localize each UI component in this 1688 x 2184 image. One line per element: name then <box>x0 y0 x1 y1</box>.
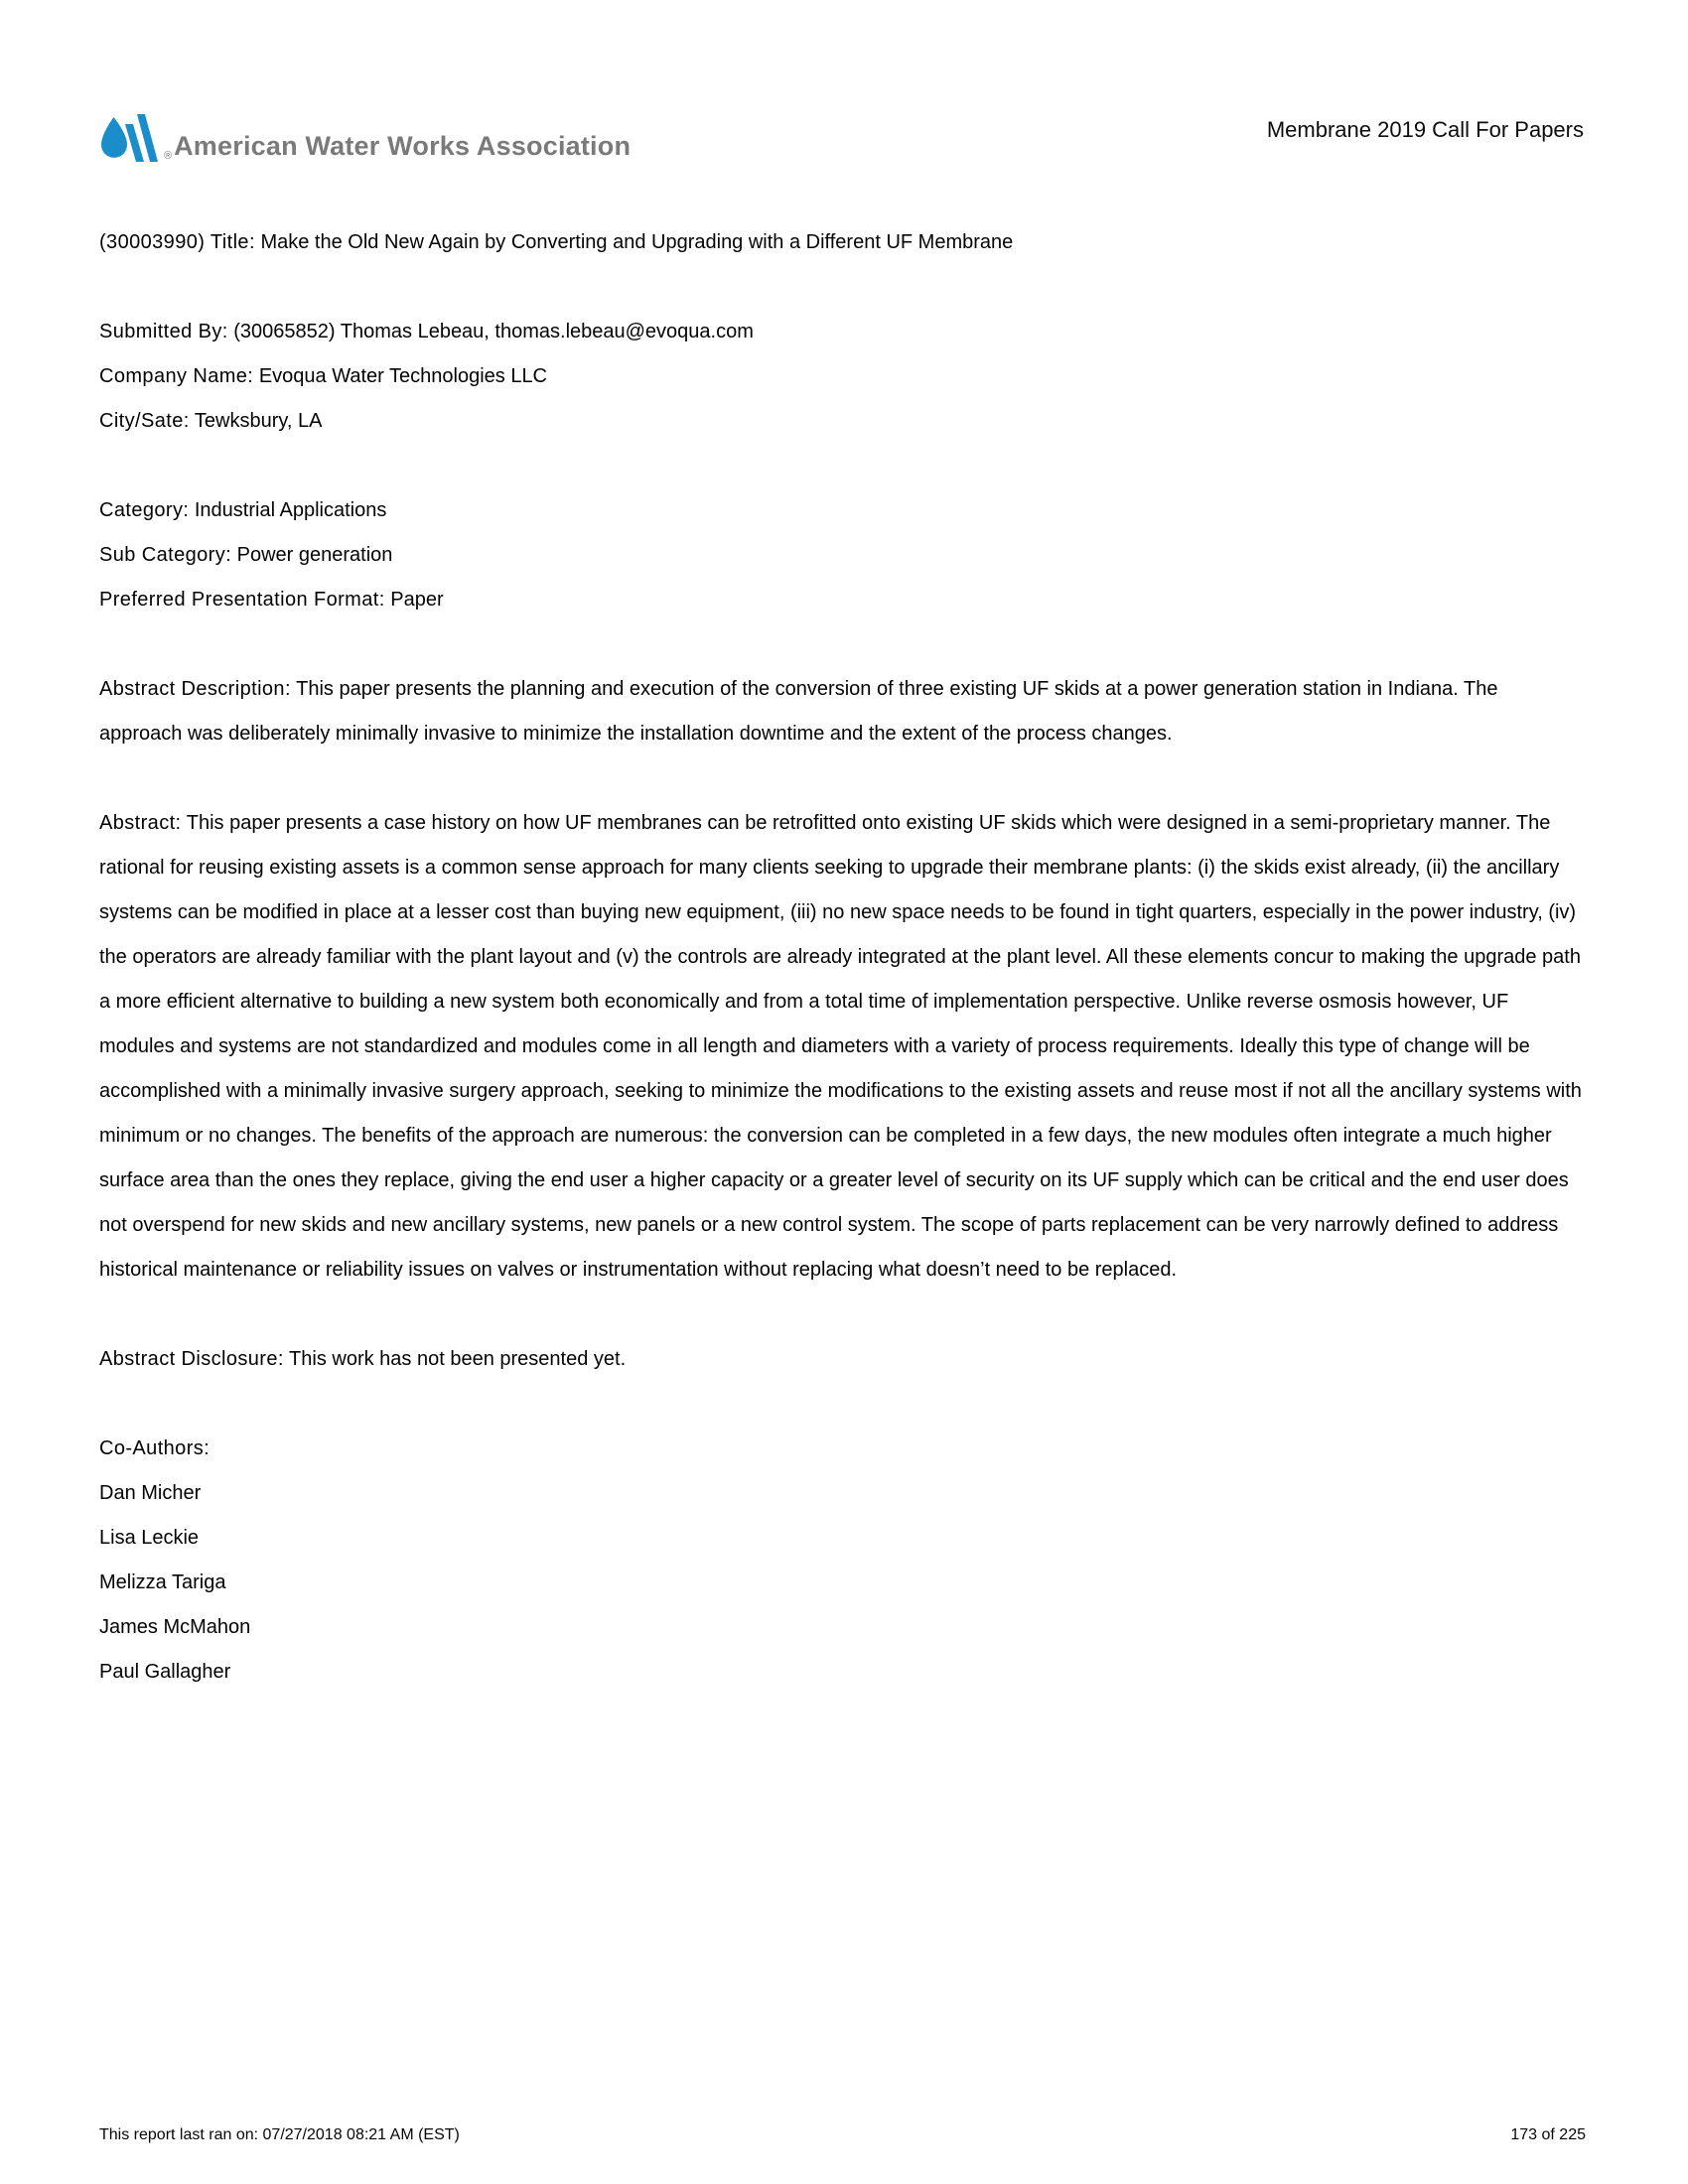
co-authors-heading: Co-Authors: <box>99 1437 211 1459</box>
registered-trademark-mark: ® <box>164 150 173 162</box>
field-label: Submitted By: <box>99 321 228 342</box>
field-label: Category: <box>99 499 190 521</box>
field-label: Sub Category: <box>99 544 232 566</box>
page-footer <box>99 2125 1586 2145</box>
abstract-report-body <box>99 220 1584 1695</box>
field-value: Make the Old New Again by Converting and Upgrading with a Different UF Membrane <box>260 231 1014 253</box>
co-author-item: Melizza Tariga <box>99 1571 226 1593</box>
co-author-item: Paul Gallagher <box>99 1661 231 1683</box>
footer-last-run-timestamp: This report last ran on: 07/27/2018 08:21 AM (EST) <box>99 2126 460 2143</box>
field-company-name <box>99 354 1584 399</box>
field-title <box>99 220 1584 265</box>
co-author-item: Lisa Leckie <box>99 1527 200 1549</box>
abstract-disclosure-block <box>99 1337 1584 1382</box>
field-value: Paper <box>390 589 444 611</box>
field-value: Tewksbury, LA <box>194 410 323 432</box>
field-abstract-description <box>99 667 1584 756</box>
field-label: (30003990) Title: <box>99 231 255 253</box>
footer-page-number: 173 of 225 <box>1510 2126 1586 2143</box>
field-label: Abstract Description: <box>99 678 291 700</box>
submitter-block <box>99 310 1584 444</box>
field-value: This paper presents the planning and execution of the conversion of three existing UF skids at a power generation station in Indiana. The approach was deliberately minimally invasive to minimize the installation downtime and the extent of the process changes. <box>99 678 1498 745</box>
title-block <box>99 220 1584 265</box>
field-label: Abstract: <box>99 812 182 834</box>
field-value: Evoqua Water Technologies LLC <box>258 365 548 387</box>
field-label: Company Name: <box>99 365 254 387</box>
field-value: This paper presents a case history on how UF membranes can be retrofitted onto existing UF skids which were designed in a semi-proprietary manner. The rational for reusing existing assets is a common sense approach for many clients seeking to upgrade their membrane plants: (i) the skids exist already, (ii) the ancillary systems can be modified in place at a lesser cost than buying new equipment, (iii) no new space needs to be found in tight quarters, especially in the power industry, (iv) the operators are already familiar with the plant layout and (v) the controls are already integrated at the plant level. All these elements concur to making the upgrade path a more efficient alternative to building a new system both economically and from a total time of implementation perspective. Unlike reverse osmosis however, UF modules and systems are not standardized and modules come in all length and diameters with a variety of process requirements. Ideally this type of change will be accomplished with a minimally invasive surgery approach, seeking to minimize the modifications to the existing assets and reuse most if not all the ancillary systems with minimum or no changes. The benefits of the approach are numerous: the conversion can be completed in a few days, the new modules often integrate a much higher surface area than the ones they replace, giving the end user a higher capacity or a greater level of security on its UF supply which can be critical and the end user does not overspend for new skids and new ancillary systems, new panels or a new control system. The scope of parts replacement can be very narrowly defined to address historical maintenance or reliability issues on valves or instrumentation without replacing what doesn’t need to be replaced. <box>99 812 1582 1281</box>
co-authors-block <box>99 1427 1584 1695</box>
awwa-logo <box>99 111 631 165</box>
report-title: Membrane 2019 Call For Papers <box>1266 117 1584 142</box>
field-abstract <box>99 801 1584 1293</box>
field-city-state <box>99 399 1584 444</box>
field-value: This work has not been presented yet. <box>289 1348 627 1370</box>
field-label: Preferred Presentation Format: <box>99 589 385 611</box>
abstract-description-block <box>99 667 1584 756</box>
field-label: Abstract Disclosure: <box>99 1348 284 1370</box>
field-value: Industrial Applications <box>194 499 387 521</box>
field-value: Power generation <box>236 544 393 566</box>
field-submitted-by <box>99 310 1584 354</box>
field-abstract-disclosure <box>99 1337 1584 1382</box>
field-sub-category <box>99 533 1584 578</box>
field-label: City/Sate: <box>99 410 190 432</box>
awwa-water-drop-icon <box>99 111 163 165</box>
co-author-item: James McMahon <box>99 1616 251 1638</box>
category-block <box>99 488 1584 622</box>
stripe-left-shape <box>125 124 144 162</box>
logo-org-name: American Water Works Association <box>174 131 632 161</box>
abstract-block <box>99 801 1584 1293</box>
field-preferred-presentation-format <box>99 578 1584 622</box>
co-author-item: Dan Micher <box>99 1482 202 1504</box>
field-category <box>99 488 1584 533</box>
water-drop-shape <box>101 117 127 158</box>
field-value: (30065852) Thomas Lebeau, thomas.lebeau@evoqua.com <box>233 321 754 342</box>
